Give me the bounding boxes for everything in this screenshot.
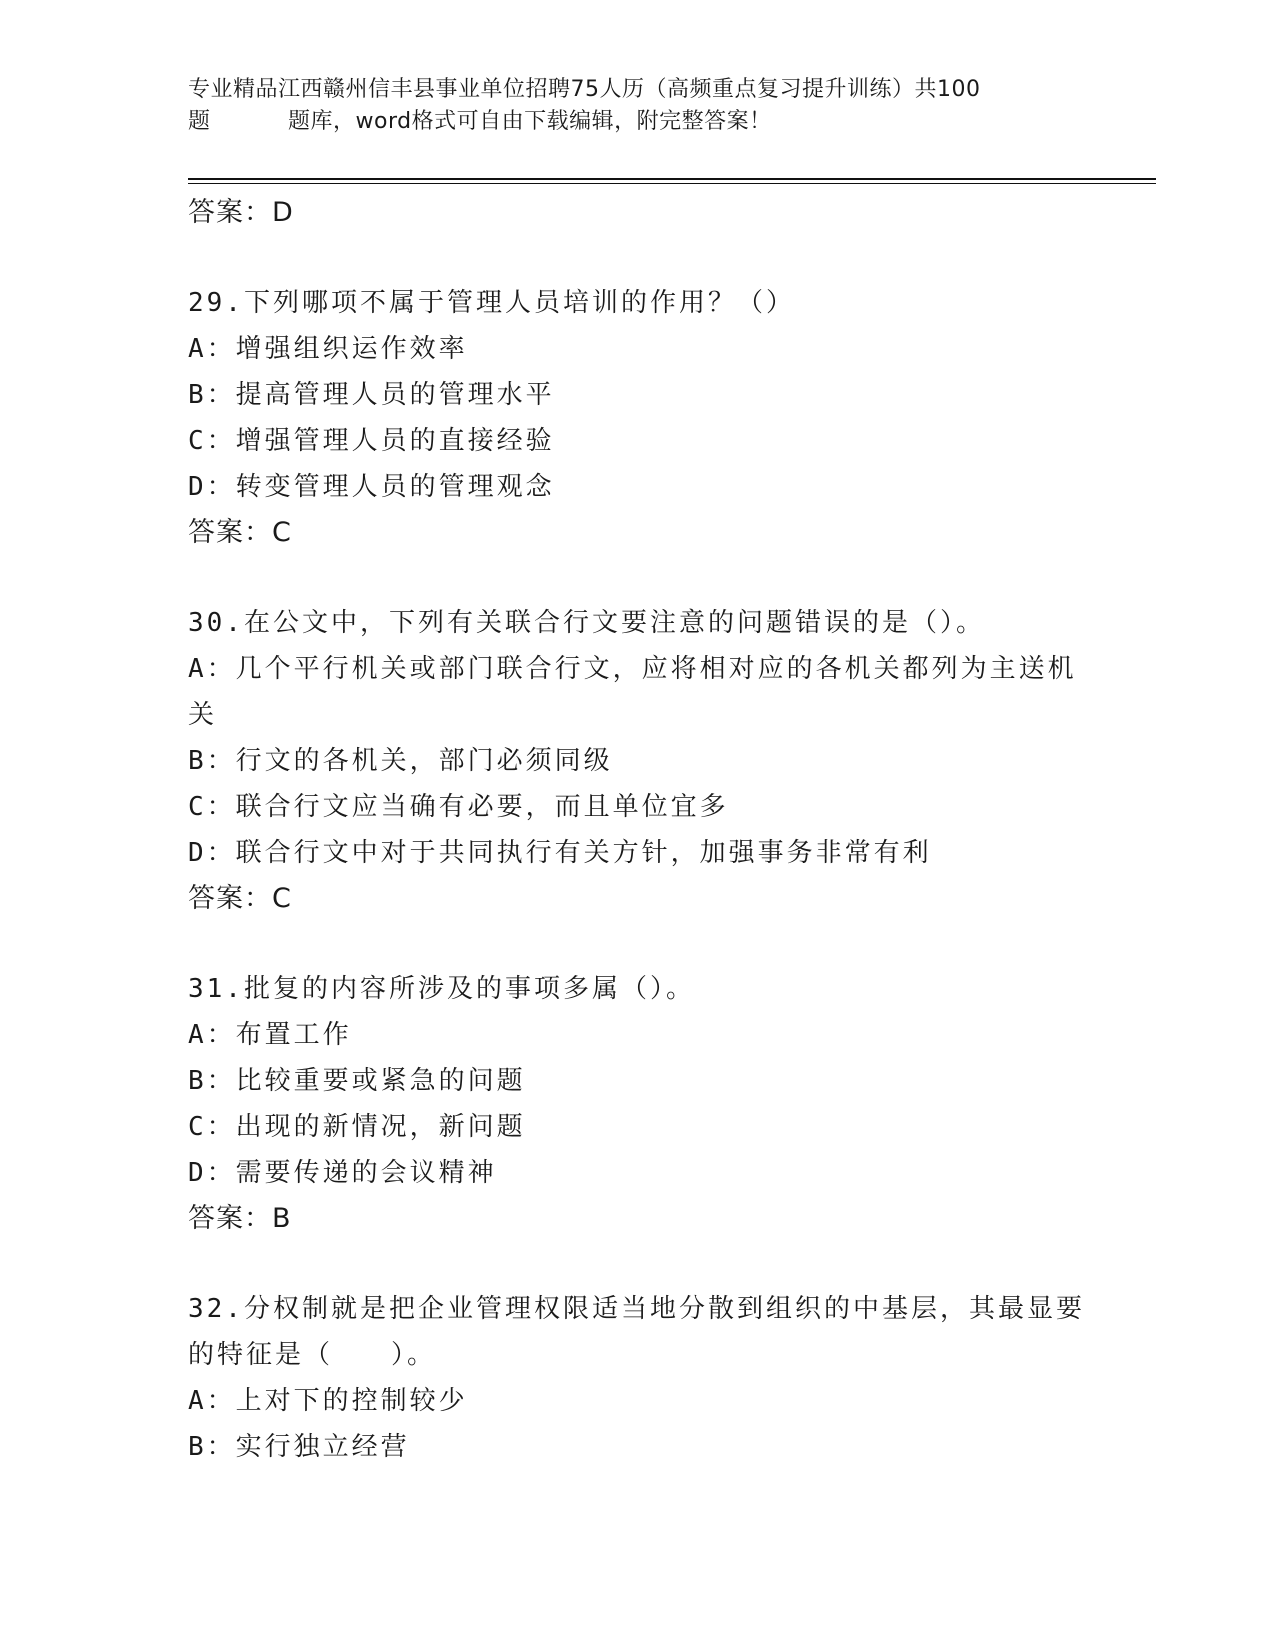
question-block (188, 600, 1088, 922)
question-stem: 32.分权制就是把企业管理权限适当地分散到组织的中基层，其最显要 (188, 1294, 1085, 1324)
answer-value: C (272, 517, 292, 548)
header-title-line-2-left: 题 (188, 109, 211, 134)
answer-option: D：转变管理人员的管理观念 (188, 472, 555, 502)
answer-option: D：需要传递的会议精神 (188, 1158, 497, 1188)
answer-label: 答案： (188, 197, 272, 228)
answer-label: 答案： (188, 883, 272, 914)
answer-label: 答案： (188, 1203, 272, 1234)
question-block (188, 1286, 1088, 1470)
question-stem: 31.批复的内容所涉及的事项多属（）。 (188, 974, 695, 1004)
question-block (188, 966, 1088, 1242)
answer-option: A：增强组织运作效率 (188, 334, 468, 364)
answer-value: D (272, 197, 294, 228)
question-block (188, 280, 1088, 556)
answer-option: B：行文的各机关，部门必须同级 (188, 746, 613, 776)
answer-line (188, 876, 1088, 922)
header-title-line-2 (188, 106, 1088, 138)
question-list (188, 190, 1088, 1470)
answer-option: A：上对下的控制较少 (188, 1386, 468, 1416)
page-header (188, 74, 1088, 138)
answer-option: A：布置工作 (188, 1020, 352, 1050)
answer-label: 答案： (188, 517, 272, 548)
answer-option: B：实行独立经营 (188, 1432, 410, 1462)
answer-line (188, 190, 1088, 236)
header-title-line-2-right: 题库，word格式可自由下载编辑，附完整答案！ (288, 109, 772, 134)
answer-option: C：增强管理人员的直接经验 (188, 426, 555, 456)
answer-option: C：出现的新情况，新问题 (188, 1112, 526, 1142)
answer-option: B：提高管理人员的管理水平 (188, 380, 555, 410)
header-title-line-1: 专业精品江西赣州信丰县事业单位招聘75人历（高频重点复习提升训练）共100 (188, 77, 981, 102)
header-divider-thick (188, 178, 1156, 180)
answer-option: B：比较重要或紧急的问题 (188, 1066, 526, 1096)
answer-option: C：联合行文应当确有必要，而且单位宜多 (188, 792, 729, 822)
answer-option: A：几个平行机关或部门联合行文，应将相对应的各机关都列为主送机 (188, 654, 1077, 684)
answer-value: B (272, 1203, 292, 1234)
answer-option: 关 (188, 700, 218, 730)
answer-line (188, 510, 1088, 556)
question-stem: 30.在公文中，下列有关联合行文要注意的问题错误的是（）。 (188, 608, 985, 638)
answer-line (188, 1196, 1088, 1242)
answer-value: C (272, 883, 292, 914)
question-stem: 的特征是（ ）。 (188, 1340, 437, 1370)
header-divider-thin (188, 183, 1156, 184)
answer-option: D：联合行文中对于共同执行有关方针，加强事务非常有利 (188, 838, 932, 868)
question-stem: 29.下列哪项不属于管理人员培训的作用？（） (188, 288, 795, 318)
